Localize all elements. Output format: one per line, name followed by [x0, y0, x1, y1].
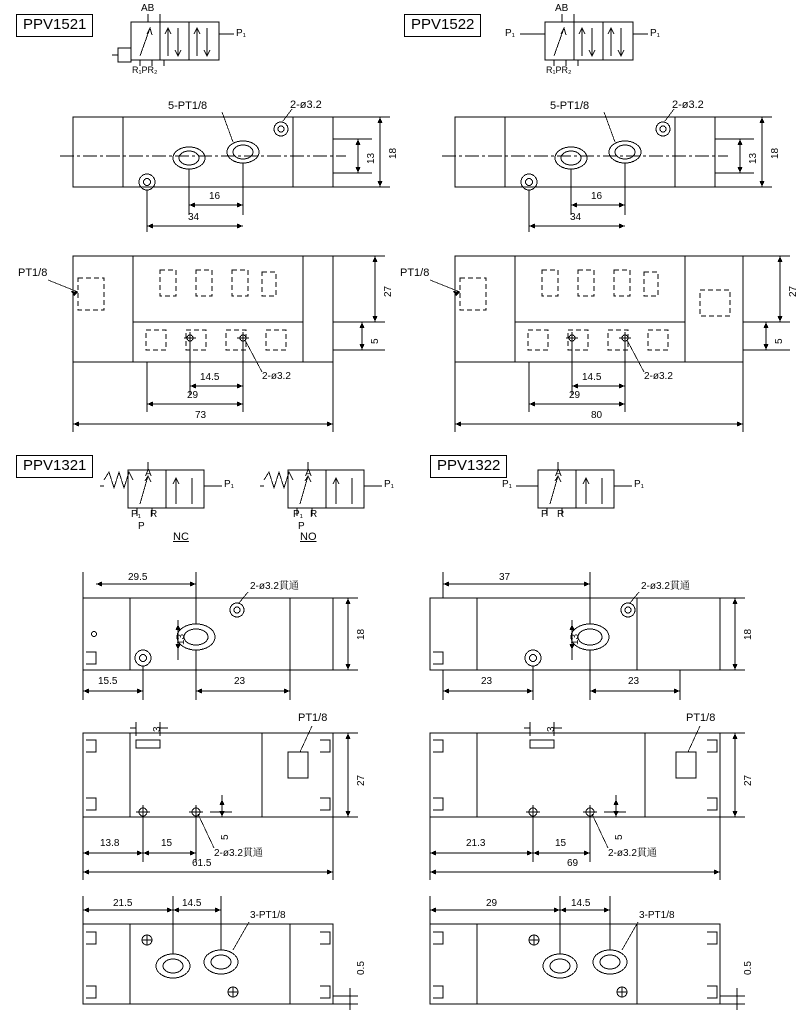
- ppv1321-top-view: [83, 572, 358, 700]
- symbol-port-p-lower-no: P: [298, 521, 305, 532]
- ppv1522-top-view: [442, 109, 772, 232]
- callout-2d32-top-1521: 2-ø3.2: [290, 99, 322, 111]
- callout-2d32-through-front-1321: 2-ø3.2貫通: [214, 848, 263, 859]
- dim-27-1522: 27: [788, 285, 799, 297]
- symbol-state-no: NO: [300, 531, 317, 543]
- symbol-state-nc: NC: [173, 531, 189, 543]
- dim-145-bottom-1322: 14.5: [571, 898, 591, 909]
- dim-13-1321: 13: [176, 633, 187, 645]
- callout-3pt18-1322: 3-PT1/8: [639, 910, 675, 921]
- dim-5-1321: 5: [220, 834, 231, 840]
- dim-18-1521: 18: [388, 147, 399, 159]
- symbol-port-p1r-1522: P₁: [650, 28, 661, 39]
- dim-3-1322: 3: [546, 726, 557, 732]
- symbol-port-r-nc: R: [150, 509, 158, 520]
- symbol-port-r-1322: R: [557, 509, 565, 520]
- symbol-port-p1-nc: P₁: [224, 479, 235, 490]
- ppv1521-front-view: [48, 256, 385, 432]
- model-title-ppv1522: PPV1522: [404, 14, 481, 37]
- ppv1321-symbol-nc: [100, 462, 222, 516]
- dim-145-1522: 14.5: [582, 372, 602, 383]
- dim-05-1321: 0.5: [356, 961, 367, 975]
- dim-215-1321: 21.5: [113, 898, 133, 909]
- dim-145-1521: 14.5: [200, 372, 220, 383]
- dim-5-1521: 5: [370, 338, 381, 344]
- symbol-port-ab-1521: AB: [141, 3, 155, 14]
- callout-2d32-top-1522: 2-ø3.2: [672, 99, 704, 111]
- dim-27-1322: 27: [743, 774, 754, 786]
- dim-23-1321: 23: [234, 676, 246, 687]
- dim-15-1321: 15: [161, 838, 173, 849]
- dim-15-1322: 15: [555, 838, 567, 849]
- model-title-ppv1322: PPV1322: [430, 455, 507, 478]
- dim-3-1321: 3: [152, 726, 163, 732]
- symbol-port-a-nc: A: [145, 468, 152, 479]
- dim-23a-1322: 23: [481, 676, 493, 687]
- dim-34-1521: 34: [188, 212, 200, 223]
- dim-23b-1322: 23: [628, 676, 640, 687]
- dim-34-1522: 34: [570, 212, 582, 223]
- symbol-port-p1-1521: P₁: [236, 28, 247, 39]
- callout-2d32-through-front-1322: 2-ø3.2貫通: [608, 848, 657, 859]
- dim-13-1322: 13: [570, 633, 581, 645]
- dim-73-1521: 73: [195, 410, 207, 421]
- dim-145-bottom-1321: 14.5: [182, 898, 202, 909]
- dim-13-1522: 13: [748, 152, 759, 164]
- dim-18-1321: 18: [356, 628, 367, 640]
- callout-5pt18-1522: 5-PT1/8: [550, 100, 590, 112]
- symbol-port-p-lower-nc: P: [138, 521, 145, 532]
- symbol-port-p1-no: P₁: [384, 479, 395, 490]
- dim-138-1321: 13.8: [100, 838, 120, 849]
- dim-213-1322: 21.3: [466, 838, 486, 849]
- ppv1522-symbol: [520, 14, 648, 66]
- dim-80-1522: 80: [591, 410, 603, 421]
- ppv1322-front-view: [430, 722, 745, 880]
- symbol-ports-bottom-1522: R₁PR₂: [546, 65, 572, 75]
- callout-pt18-1322: PT1/8: [686, 712, 716, 724]
- model-title-ppv1521: PPV1521: [16, 14, 93, 37]
- callout-2d32-through-top-1322: 2-ø3.2貫通: [641, 581, 690, 592]
- dim-18-1522: 18: [770, 147, 781, 159]
- symbol-port-a-no: A: [305, 468, 312, 479]
- dim-69-1322: 69: [567, 858, 579, 869]
- dim-29-1522: 29: [569, 390, 581, 401]
- symbol-port-p1l-1322: P₁: [502, 479, 513, 490]
- dim-27-1521: 27: [383, 285, 394, 297]
- symbol-port-r-no: R: [310, 509, 318, 520]
- dim-16-1522: 16: [591, 191, 603, 202]
- callout-pt18-1321: PT1/8: [298, 712, 328, 724]
- symbol-port-p1l-1522: P₁: [505, 28, 516, 39]
- ppv1521-symbol: [112, 14, 234, 66]
- dim-29-1521: 29: [187, 390, 199, 401]
- callout-2d32-front-1522: 2-ø3.2: [644, 371, 673, 382]
- dim-16-1521: 16: [209, 191, 221, 202]
- ppv1322-bottom-view: [430, 896, 745, 1010]
- callout-5pt18-1521: 5-PT1/8: [168, 100, 208, 112]
- symbol-ports-bottom-1521: R₁PR₂: [132, 65, 158, 75]
- ppv1521-top-view: [60, 109, 390, 232]
- callout-3pt18-1321: 3-PT1/8: [250, 910, 286, 921]
- ppv1322-symbol: [516, 462, 632, 516]
- dim-5-1322: 5: [614, 834, 625, 840]
- symbol-port-p1r-1322: P₁: [634, 479, 645, 490]
- symbol-port-ab-1522: AB: [555, 3, 569, 14]
- callout-pt18-1522: PT1/8: [400, 267, 430, 279]
- symbol-port-a-1322: A: [555, 468, 562, 479]
- dim-05-1322: 0.5: [743, 961, 754, 975]
- dim-13-1521: 13: [366, 152, 377, 164]
- ppv1522-front-view: [430, 256, 790, 432]
- ppv1321-bottom-view: [83, 896, 358, 1010]
- dim-37-1322: 37: [499, 572, 511, 583]
- ppv1321-symbol-no: [260, 462, 382, 516]
- callout-pt18-1521: PT1/8: [18, 267, 48, 279]
- callout-2d32-front-1521: 2-ø3.2: [262, 371, 291, 382]
- symbol-port-p-no: P₁: [293, 509, 304, 520]
- symbol-port-p-nc: P₁: [131, 509, 142, 520]
- dim-155-1321: 15.5: [98, 676, 118, 687]
- model-title-ppv1321: PPV1321: [16, 455, 93, 478]
- ppv1322-top-view: [430, 572, 745, 700]
- dim-27-1321: 27: [356, 774, 367, 786]
- dim-5-1522: 5: [774, 338, 785, 344]
- dim-29-bottom-1322: 29: [486, 898, 498, 909]
- dim-615-1321: 61.5: [192, 858, 212, 869]
- dim-18-1322: 18: [743, 628, 754, 640]
- symbol-port-p-1322: P: [541, 509, 548, 520]
- callout-2d32-through-top-1321: 2-ø3.2貫通: [250, 581, 299, 592]
- dim-295-1321: 29.5: [128, 572, 148, 583]
